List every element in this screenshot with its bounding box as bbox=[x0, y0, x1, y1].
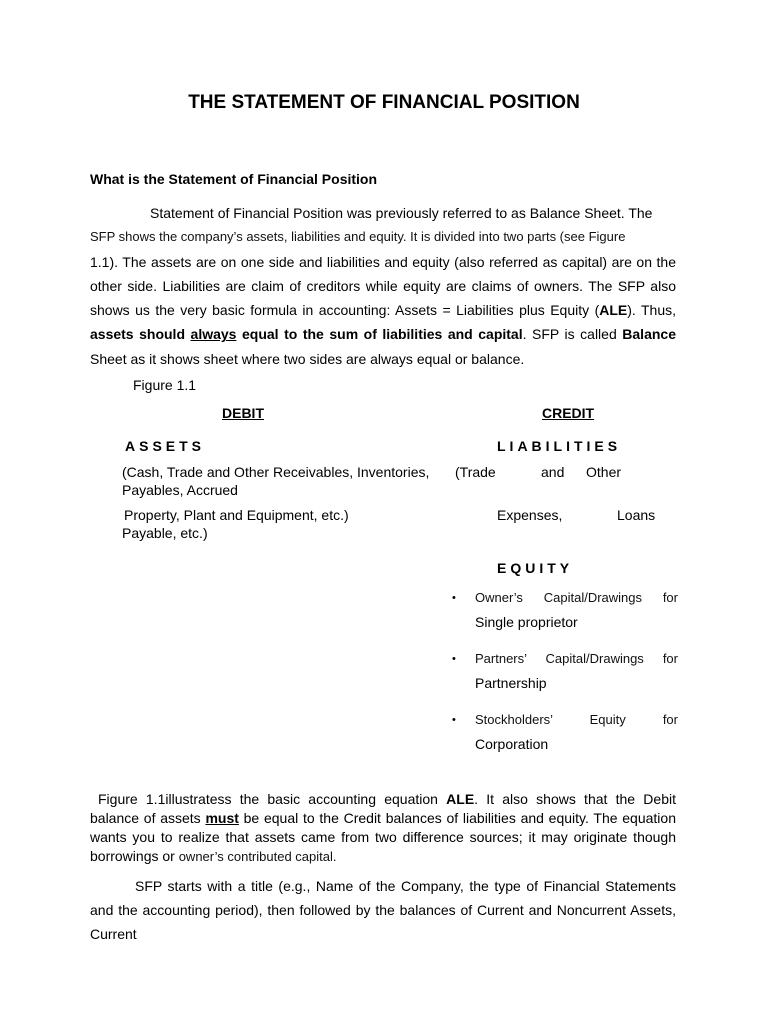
intro-bold-2: equal to the sum of liabilities and capital bbox=[236, 326, 523, 343]
debit-heading: DEBIT bbox=[222, 405, 264, 421]
page-title: THE STATEMENT OF FINANCIAL POSITION bbox=[188, 92, 580, 113]
equity-item-line-2: Single proprietor bbox=[475, 614, 578, 630]
ale-term: ALE bbox=[599, 302, 628, 319]
intro-line-1: Statement of Financial Position was previously referred to as Balance Sheet. The bbox=[150, 205, 653, 221]
liab-word-other: Other bbox=[586, 464, 622, 480]
paragraph-sfp-structure bbox=[90, 874, 676, 946]
intro-line-4: ). Thus, bbox=[627, 302, 677, 319]
equity-item-line-1: • Stockholders’ Equity for bbox=[475, 712, 678, 727]
list-item bbox=[448, 586, 678, 634]
equity-list bbox=[448, 586, 678, 769]
intro-line-2: SFP shows the company’s assets, liabilities and equity. It is divided into two parts (see Figure bbox=[90, 229, 626, 245]
para2-c: be equal to the Credit balances of liabilities and equity. The equation wants you to realize that assets came from two difference sources; it may originate though borrowings or bbox=[90, 810, 676, 864]
liab-word-loans: Loans bbox=[617, 507, 656, 523]
intro-body bbox=[90, 250, 676, 371]
list-item bbox=[448, 647, 678, 695]
must-term: must bbox=[205, 810, 239, 826]
assets-heading: ASSETS bbox=[125, 438, 206, 454]
section-heading: What is the Statement of Financial Position bbox=[90, 171, 378, 187]
credit-heading: CREDIT bbox=[542, 405, 595, 421]
ale-term: ALE bbox=[446, 791, 475, 807]
para3-text: SFP starts with a title (e.g., Name of the Company, the type of Financial Statements and the accounting period), then followed by the balances of Current and Noncurrent Assets, Current bbox=[90, 878, 676, 942]
intro-line-5: . SFP is called bbox=[522, 326, 623, 343]
intro-line-6: Sheet as it shows sheet where two sides are always equal or balance. bbox=[90, 350, 525, 367]
balance-term: Balance bbox=[622, 326, 676, 343]
liab-line-2: Payables, Accrued bbox=[122, 482, 238, 498]
equity-item-line-2: Corporation bbox=[475, 736, 549, 752]
para2-a: Figure 1.1illustratess the basic accounting equation bbox=[98, 791, 447, 807]
intro-bold-1: assets should bbox=[90, 326, 191, 343]
figure-label: Figure 1.1 bbox=[133, 377, 197, 393]
always-term: always bbox=[190, 326, 237, 343]
liab-word-and: and bbox=[541, 464, 565, 480]
equity-item-line-1: • Owner’s Capital/Drawings for bbox=[475, 590, 678, 605]
intro-line-3: 1.1). The assets are on one side and liabilities and equity (also referred as capital) are on the other side. Liabilities are claim of creditors while equity are claims of owners. The SFP also shows us the very basic formula in accounting: Assets = Liabilities plus Equity ( bbox=[90, 253, 676, 319]
equity-heading: EQUITY bbox=[497, 560, 574, 576]
para2-b: . It also shows that the Debit balance of assets bbox=[90, 791, 676, 826]
assets-line-1: (Cash, Trade and Other Receivables, Inventories, bbox=[122, 464, 430, 480]
liabilities-heading: LIABILITIES bbox=[497, 438, 622, 454]
intro-paragraph bbox=[90, 201, 676, 371]
equity-item-line-1: • Partners’ Capital/Drawings for bbox=[475, 651, 678, 666]
paragraph-figure-explanation bbox=[90, 790, 676, 866]
assets-line-2: Property, Plant and Equipment, etc.) bbox=[124, 507, 349, 523]
equity-item-line-2: Partnership bbox=[475, 675, 547, 691]
para2-d: owner’s contributed capital. bbox=[178, 849, 337, 864]
liab-line-4: Payable, etc.) bbox=[122, 525, 208, 541]
liab-word-trade: (Trade bbox=[455, 464, 496, 480]
list-item bbox=[448, 708, 678, 756]
liab-word-expenses: Expenses, bbox=[497, 507, 563, 523]
